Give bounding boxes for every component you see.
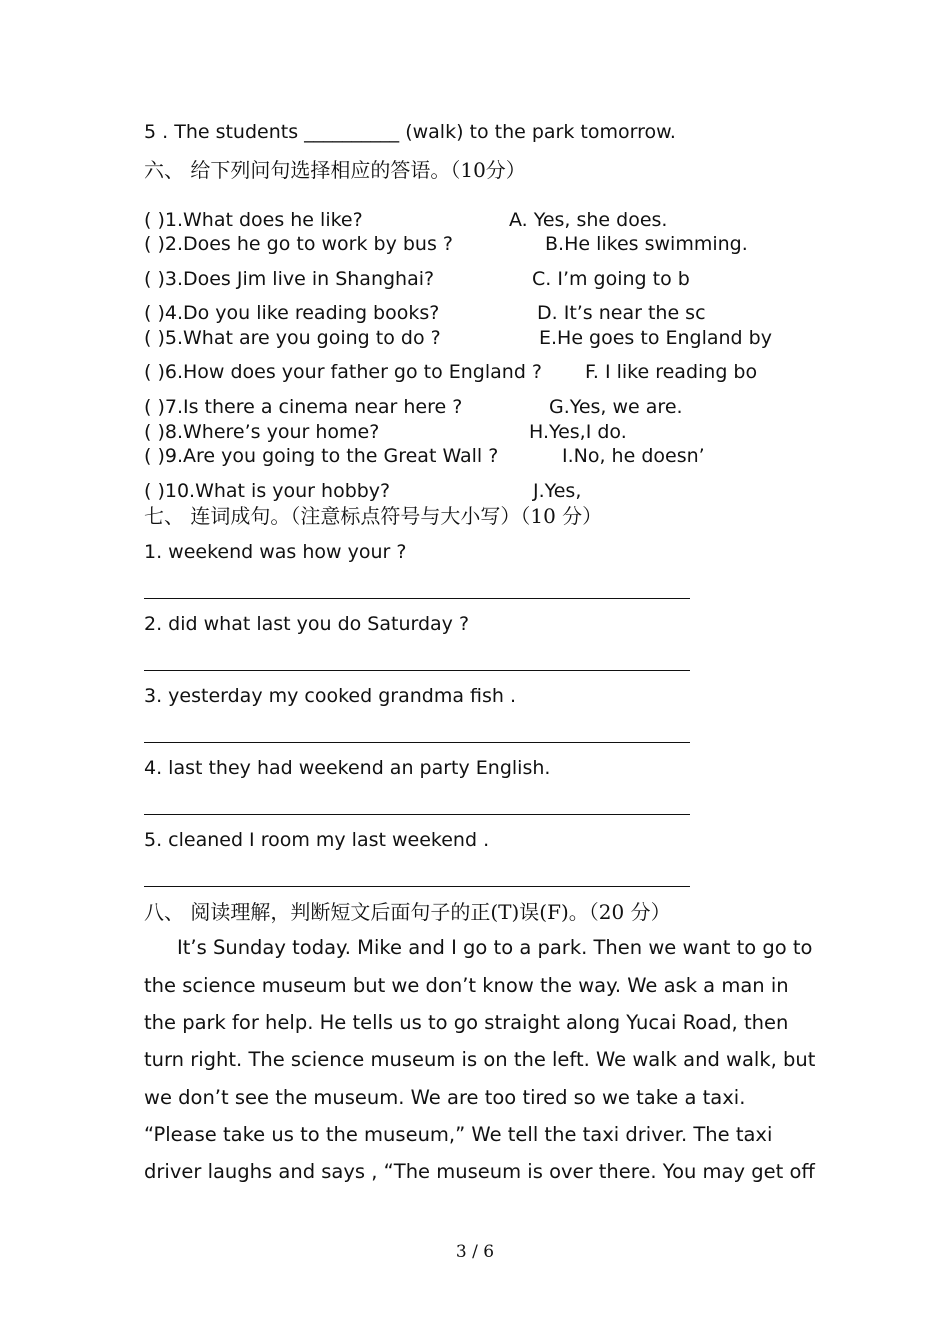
passage-line-7: driver laughs and says , “The museum is over there. You may get off (144, 1160, 815, 1183)
match-question-1: ( )1.What does he like? (144, 209, 363, 231)
reorder-item-4: 4. last they had weekend an party English. (144, 757, 551, 779)
match-question-6: ( )6.How does your father go to England ? (144, 361, 543, 383)
section-7-heading: 七、 连词成句。（注意标点符号与大小写）（10 分） (144, 504, 603, 528)
section-6-heading: 六、 给下列问句选择相应的答语。（10分） (144, 158, 526, 182)
match-question-8: ( )8.Where’s your home? (144, 421, 380, 443)
answer-line-2 (144, 670, 690, 671)
passage-line-6: “Please take us to the museum,” We tell the taxi driver. The taxi (144, 1123, 773, 1146)
answer-line-1 (144, 598, 690, 599)
page-number: 3 / 6 (455, 1242, 495, 1262)
match-question-10: ( )10.What is your hobby? (144, 480, 391, 502)
reorder-item-5: 5. cleaned I room my last weekend . (144, 829, 490, 851)
match-question-7: ( )7.Is there a cinema near here ? (144, 396, 463, 418)
passage-line-3: the park for help. He tells us to go straight along Yucai Road, then (144, 1011, 789, 1034)
match-answer-f: F. I like reading bo (585, 361, 758, 383)
match-answer-h: H.Yes,I do. (529, 421, 627, 443)
match-answer-j: J.Yes, (533, 480, 582, 502)
match-answer-d: D. It’s near the sc (537, 302, 706, 324)
match-answer-b: B.He likes swimming. (545, 233, 748, 255)
answer-line-5 (144, 886, 690, 887)
passage-line-1: It’s Sunday today. Mike and I go to a park. Then we want to go to (177, 936, 813, 959)
reorder-item-1: 1. weekend was how your ? (144, 541, 407, 563)
match-answer-i: I.No, he doesn’ (562, 445, 705, 467)
reorder-item-3: 3. yesterday my cooked grandma fish . (144, 685, 517, 707)
reorder-item-2: 2. did what last you do Saturday ? (144, 613, 470, 635)
passage-line-5: we don’t see the museum. We are too tired so we take a taxi. (144, 1086, 746, 1109)
match-answer-g: G.Yes, we are. (549, 396, 683, 418)
passage-line-4: turn right. The science museum is on the left. We walk and walk, but (144, 1048, 816, 1071)
match-question-4: ( )4.Do you like reading books? (144, 302, 440, 324)
passage-line-2: the science museum but we don’t know the way. We ask a man in (144, 974, 789, 997)
section-8-heading: 八、 阅读理解，判断短文后面句子的正(T)误(F)。（20 分） (144, 900, 671, 924)
match-question-5: ( )5.What are you going to do ? (144, 327, 441, 349)
match-question-9: ( )9.Are you going to the Great Wall ? (144, 445, 499, 467)
match-answer-e: E.He goes to England by (539, 327, 772, 349)
question-5-line: 5 . The students __________ (walk) to the park tomorrow. (144, 121, 676, 143)
match-question-2: ( )2.Does he go to work by bus ? (144, 233, 453, 255)
match-question-3: ( )3.Does Jim live in Shanghai? (144, 268, 435, 290)
match-answer-c: C. I’m going to b (532, 268, 690, 290)
answer-line-3 (144, 742, 690, 743)
match-answer-a: A. Yes, she does. (509, 209, 668, 231)
answer-line-4 (144, 814, 690, 815)
